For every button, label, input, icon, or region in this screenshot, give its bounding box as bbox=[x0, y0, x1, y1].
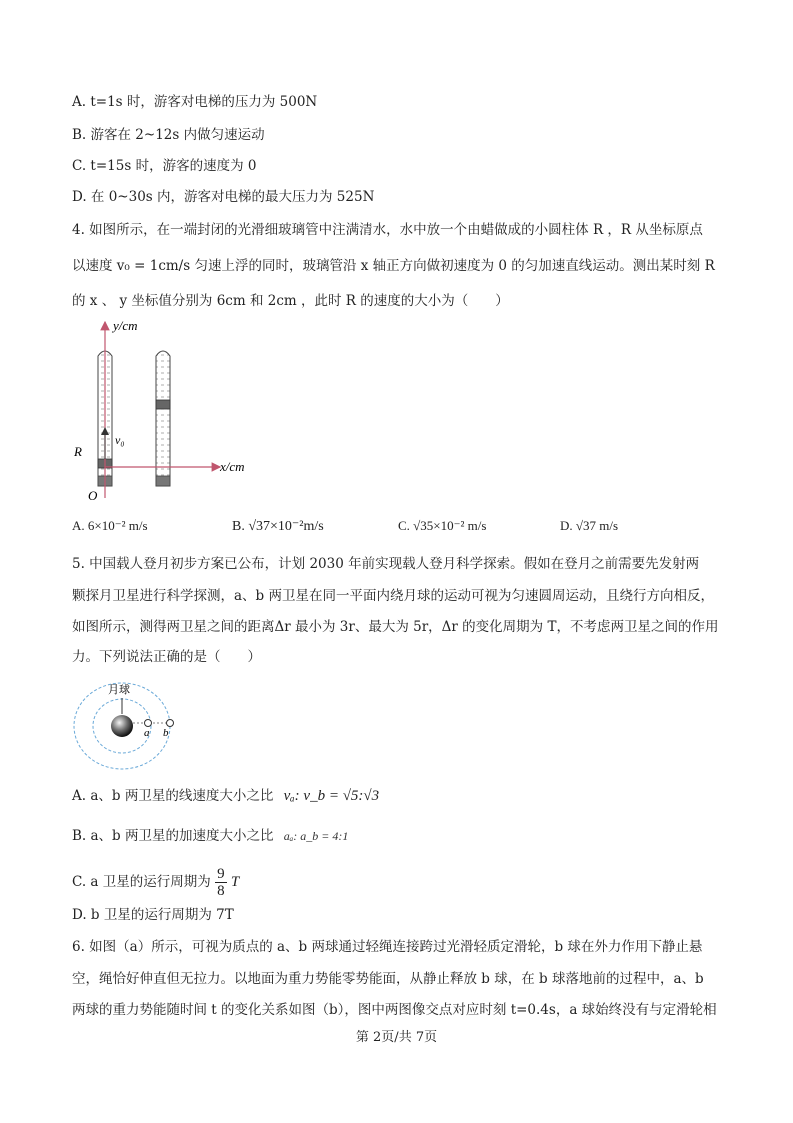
q4-stem-line3: 的 x 、 y 坐标值分别为 6cm 和 2cm ，此时 R 的速度的大小为（ ） bbox=[72, 293, 509, 309]
q5-option-a-formula: vₐ: v_b = √5:√3 bbox=[283, 788, 380, 804]
fraction-denominator: 8 bbox=[217, 883, 225, 899]
fraction-numerator: 9 bbox=[217, 866, 225, 882]
q5-option-a-text: A. a、b 两卫星的线速度大小之比 bbox=[72, 788, 274, 804]
satellite-b-label: b bbox=[163, 727, 169, 739]
q5-option-b-text: B. a、b 两卫星的加速度大小之比 bbox=[72, 828, 274, 844]
moon-label: 月球 bbox=[108, 684, 130, 696]
q4-stem-line2: 以速度 v₀ = 1cm/s 匀速上浮的同时，玻璃管沿 x 轴正方向做初速度为 0 的匀加速直线运动。测出某时刻 R bbox=[72, 258, 715, 274]
x-axis-label: x/cm bbox=[220, 459, 245, 474]
q6-stem-line3: 两球的重力势能随时间 t 的变化关系如图（b），图中两图像交点对应时刻 t=0.4s，a 球始终没有与定滑轮相 bbox=[72, 1002, 717, 1018]
q4-option-c: C. √35×10⁻² m/s bbox=[398, 518, 487, 533]
q5-stem-line4: 力。下列说法正确的是（ ） bbox=[72, 649, 261, 665]
q5-option-a bbox=[72, 787, 379, 805]
q5-option-b bbox=[72, 827, 348, 845]
q5-stem-line2: 颗探月卫星进行科学探测，a、b 两卫星在同一平面内绕月球的运动可视为匀速圆周运动，且绕行方向相反， bbox=[72, 588, 714, 604]
wax-block-r-right bbox=[156, 400, 170, 409]
q5-option-b-formula: aₐ: a_b = 4:1 bbox=[283, 829, 349, 843]
q4-option-d: D. √37 m/s bbox=[560, 518, 619, 533]
q6-stem-line2: 空，绳恰好伸直但无拉力。以地面为重力势能零势能面，从静止释放 b 球，在 b 球落地前的过程中，a、b bbox=[72, 971, 704, 987]
v0-label: v₀ bbox=[115, 433, 125, 447]
q5-orbit-figure bbox=[70, 676, 185, 771]
q3-option-d: D. 在 0~30s 内，游客对电梯的最大压力为 525N bbox=[72, 189, 375, 205]
q4-option-b: B. √37×10⁻²m/s bbox=[232, 519, 324, 534]
q5-stem-line1: 5. 中国载人登月初步方案已公布，计划 2030 年前实现载人登月科学探索。假如在登月之前需要先发射两 bbox=[72, 556, 700, 572]
q5-option-c-text: C. a 卫星的运行周期为 bbox=[72, 874, 211, 890]
q4-tube-figure bbox=[70, 316, 260, 506]
q4-option-a: A. 6×10⁻² m/s bbox=[72, 518, 148, 533]
q3-option-c: C. t=15s 时，游客的速度为 0 bbox=[72, 158, 257, 174]
q5-option-d: D. b 卫星的运行周期为 7T bbox=[72, 907, 234, 923]
satellite-a bbox=[145, 720, 152, 727]
tube-right-base bbox=[156, 476, 170, 486]
satellite-a-label: a bbox=[144, 727, 150, 739]
tube-right bbox=[156, 351, 170, 486]
y-axis-label: y/cm bbox=[113, 318, 138, 333]
q5-option-c-period: T bbox=[230, 874, 240, 890]
r-label: R bbox=[74, 444, 82, 459]
q5-option-c-fraction bbox=[215, 866, 227, 899]
q6-stem-line1: 6. 如图（a）所示，可视为质点的 a、b 两球通过轻绳连接跨过光滑轻质定滑轮，b 球在外力作用下静止悬 bbox=[72, 939, 703, 955]
q5-option-c bbox=[72, 866, 239, 899]
page-footer: 第 2页/共 7页 bbox=[355, 1030, 438, 1045]
q5-stem-line3: 如图所示，测得两卫星之间的距离Δr 最小为 3r、最大为 5r，Δr 的变化周期为 T，不考虑两卫星之间的作用 bbox=[72, 619, 719, 635]
origin-label: O bbox=[88, 488, 98, 503]
q3-option-b: B. 游客在 2~12s 内做匀速运动 bbox=[72, 127, 265, 143]
q3-option-a: A. t=1s 时，游客对电梯的压力为 500N bbox=[72, 94, 318, 110]
q4-stem-line1: 4. 如图所示，在一端封闭的光滑细玻璃管中注满清水，水中放一个由蜡做成的小圆柱体 R ，R 从坐标原点 bbox=[72, 222, 703, 238]
moon bbox=[111, 715, 133, 737]
satellite-b bbox=[167, 720, 174, 727]
